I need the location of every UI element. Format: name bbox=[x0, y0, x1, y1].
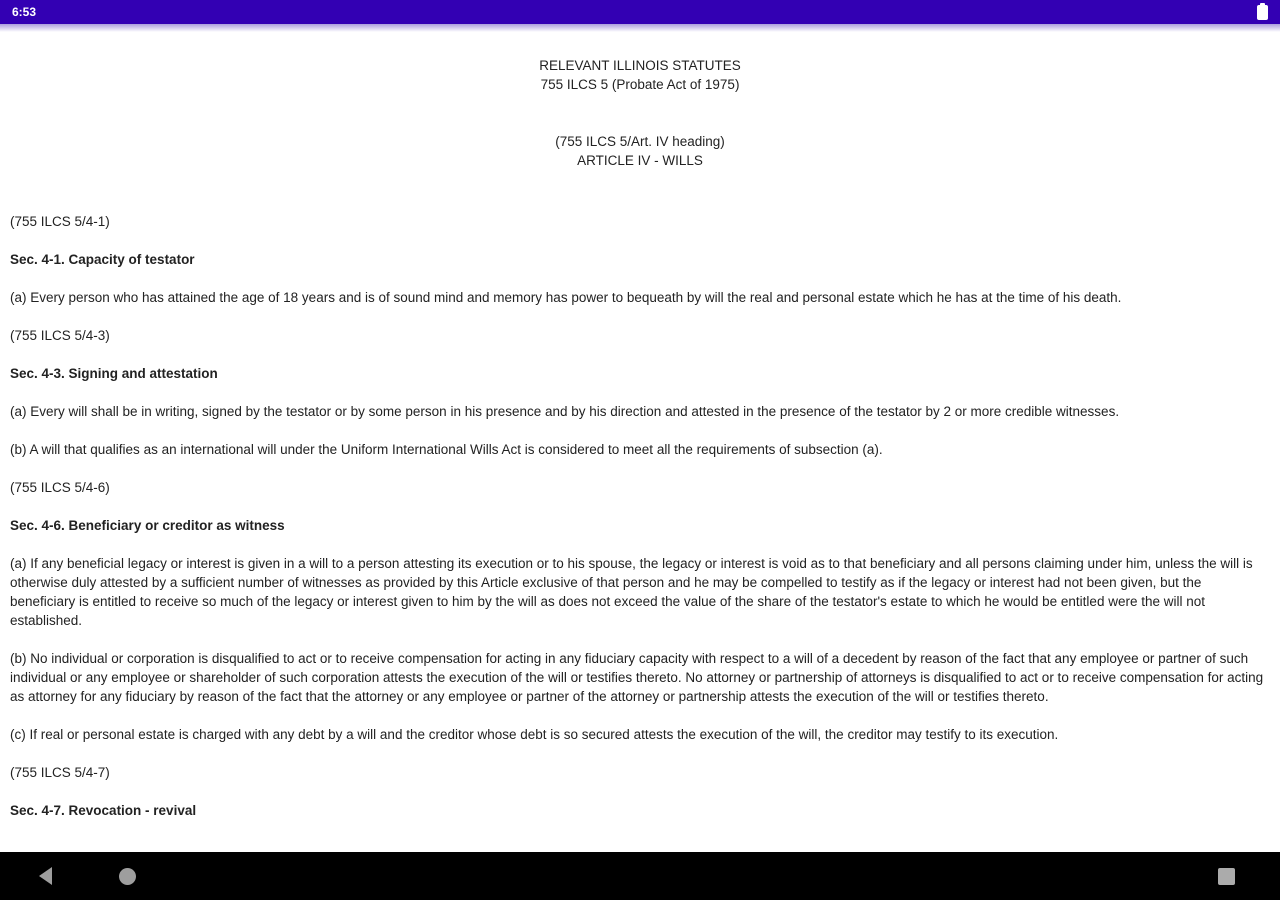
back-button[interactable] bbox=[25, 856, 65, 896]
article-heading bbox=[10, 132, 1270, 170]
home-button[interactable] bbox=[107, 856, 147, 896]
document-title-line: RELEVANT ILLINOIS STATUTES bbox=[539, 58, 741, 73]
statute-citation: (755 ILCS 5/4-6) bbox=[10, 480, 110, 495]
statute-citation: (755 ILCS 5/4-1) bbox=[10, 214, 110, 229]
statute-paragraph: (a) If any beneficial legacy or interest is given in a will to a person attesting its execution or to his spouse, the legacy or interest is void as to that beneficiary and all persons claiming under him, unless the will is otherwise duly attested by a sufficient number of witnesses as provided by this Article exclusive of that person and he may be compelled to testify as if the legacy or interest had not been given, but the beneficiary is entitled to receive so much of the legacy or interest given to him by the will as does not exceed the value of the share of the testator's estate to which he would be entitled were the will not established. bbox=[10, 556, 1253, 628]
statute-paragraph: (a) Every will shall be in writing, signed by the testator or by some person in his presence and by his direction and attested in the presence of the testator by 2 or more credible witnesses. bbox=[10, 404, 1120, 419]
section-heading: Sec. 4-6. Beneficiary or creditor as witness bbox=[10, 518, 285, 533]
section-heading: Sec. 4-1. Capacity of testator bbox=[10, 252, 195, 267]
document-sections bbox=[10, 212, 1270, 820]
document-title-line: 755 ILCS 5 (Probate Act of 1975) bbox=[540, 77, 740, 92]
statute-paragraph: (a) Every person who has attained the age of 18 years and is of sound mind and memory has power to bequeath by will the real and personal estate which he has at the time of his death. bbox=[10, 290, 1122, 305]
recents-square-icon bbox=[1218, 868, 1235, 885]
battery-icon bbox=[1257, 5, 1268, 20]
navigation-bar bbox=[0, 852, 1280, 900]
document-scroll-area[interactable] bbox=[0, 24, 1280, 852]
article-heading-line: (755 ILCS 5/Art. IV heading) bbox=[555, 134, 725, 149]
article-heading-line: ARTICLE IV - WILLS bbox=[577, 153, 703, 168]
statute-citation: (755 ILCS 5/4-3) bbox=[10, 328, 110, 343]
statute-paragraph: (b) A will that qualifies as an international will under the Uniform International Wills Act is considered to meet all the requirements of subsection (a). bbox=[10, 442, 883, 457]
status-time: 6:53 bbox=[12, 5, 37, 19]
document-title bbox=[10, 56, 1270, 94]
statute-paragraph: (b) No individual or corporation is disqualified to act or to receive compensation for acting in any fiduciary capacity with respect to a will of a decedent by reason of the fact that any employee or partner of such individual or any employee or shareholder of such corporation attests the execution of the will or testifies thereto. No attorney or partnership of attorneys is disqualified to act or to receive compensation for acting as attorney for any fiduciary by reason of the fact that the attorney or any employee or partner of the attorney or partnership attests the execution of the will or testifies thereto. bbox=[10, 651, 1264, 704]
recents-button[interactable] bbox=[1206, 856, 1246, 896]
back-triangle-icon bbox=[39, 867, 52, 885]
statute-paragraph: (c) If real or personal estate is charged with any debt by a will and the creditor whose debt is so secured attests the execution of the will, the creditor may testify to its execution. bbox=[10, 727, 1059, 742]
statute-citation: (755 ILCS 5/4-7) bbox=[10, 765, 110, 780]
section-heading: Sec. 4-7. Revocation - revival bbox=[10, 803, 197, 818]
status-bar bbox=[0, 0, 1280, 24]
home-circle-icon bbox=[119, 868, 136, 885]
section-heading: Sec. 4-3. Signing and attestation bbox=[10, 366, 218, 381]
